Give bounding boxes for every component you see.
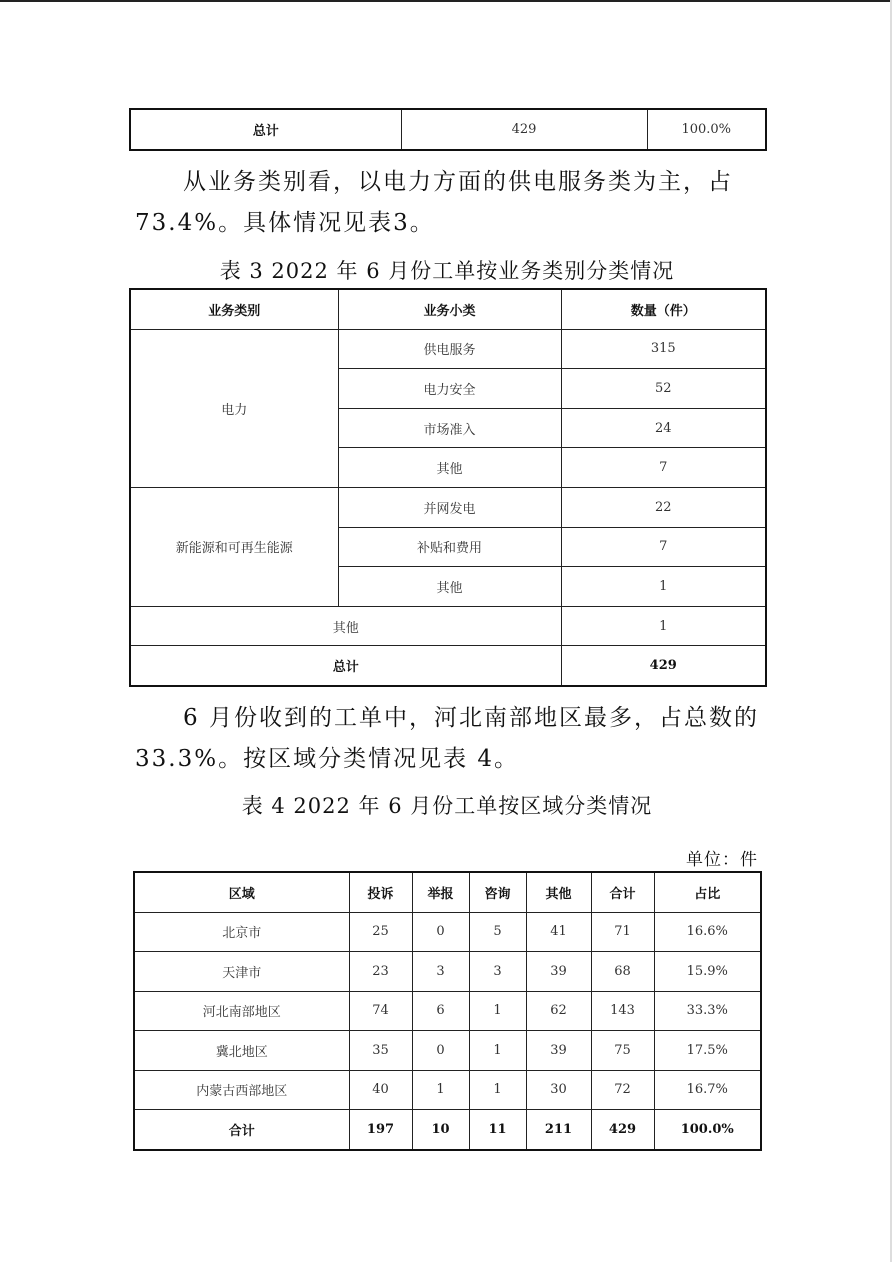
- unit-label: 单位：件: [686, 850, 758, 870]
- count-cell: 1: [561, 567, 766, 607]
- count-cell: 7: [561, 448, 766, 488]
- table-row: [134, 1031, 761, 1071]
- ratio-cell: 33.3%: [654, 991, 761, 1031]
- count-cell: 315: [561, 329, 766, 369]
- total-label: 合计: [134, 1110, 349, 1150]
- region-cell: 北京市: [134, 912, 349, 952]
- header-complaint: 投诉: [349, 872, 412, 912]
- header-count: 数量（件）: [561, 289, 766, 329]
- count-cell: 22: [561, 487, 766, 527]
- page-top-border: [0, 0, 892, 2]
- count-cell: 24: [561, 408, 766, 448]
- table3-caption: 表 3 2022 年 6 月份工单按业务类别分类情况: [219, 259, 675, 283]
- subcategory-cell: 其他: [338, 448, 561, 488]
- header-category: 业务类别: [130, 289, 338, 329]
- table-row: [130, 606, 766, 646]
- sum-cell: 71: [591, 912, 654, 952]
- ratio-cell: 16.7%: [654, 1070, 761, 1110]
- count-cell: 52: [561, 369, 766, 409]
- sum-cell: 143: [591, 991, 654, 1031]
- ratio-cell: 17.5%: [654, 1031, 761, 1071]
- region-cell: 天津市: [134, 952, 349, 992]
- complaint-cell: 35: [349, 1031, 412, 1071]
- report-cell: 10: [412, 1110, 469, 1150]
- subcategory-cell: 供电服务: [338, 329, 561, 369]
- complaint-cell: 40: [349, 1070, 412, 1110]
- subcategory-cell: 其他: [338, 567, 561, 607]
- report-cell: 0: [412, 912, 469, 952]
- table3-business-category: [129, 288, 767, 687]
- other-cell: 62: [526, 991, 591, 1031]
- header-subcategory: 业务小类: [338, 289, 561, 329]
- ratio-cell: 15.9%: [654, 952, 761, 992]
- region-cell: 冀北地区: [134, 1031, 349, 1071]
- other-cell: 39: [526, 1031, 591, 1071]
- category-cell: 电力: [130, 329, 338, 487]
- table-row: [134, 952, 761, 992]
- inquiry-cell: 5: [469, 912, 526, 952]
- header-report: 举报: [412, 872, 469, 912]
- other-cell: 41: [526, 912, 591, 952]
- table-row: [134, 912, 761, 952]
- ratio-cell: 100.0%: [654, 1110, 761, 1150]
- header-other: 其他: [526, 872, 591, 912]
- previous-table-total: [129, 108, 767, 151]
- subcategory-cell: 市场准入: [338, 408, 561, 448]
- table-row: [134, 1070, 761, 1110]
- total-percent: 100.0%: [647, 109, 766, 150]
- table-total-row: [130, 646, 766, 686]
- ratio-cell: 16.6%: [654, 912, 761, 952]
- paragraph-business-category: 从业务类别看，以电力方面的供电服务类为主，占73.4%。具体情况见表3。: [135, 169, 733, 236]
- header-inquiry: 咨询: [469, 872, 526, 912]
- other-cell: 39: [526, 952, 591, 992]
- inquiry-cell: 1: [469, 1031, 526, 1071]
- table4-region: [133, 871, 762, 1151]
- inquiry-cell: 1: [469, 1070, 526, 1110]
- inquiry-cell: 3: [469, 952, 526, 992]
- subcategory-cell: 并网发电: [338, 487, 561, 527]
- table4-caption: 表 4 2022 年 6 月份工单按区域分类情况: [241, 794, 653, 818]
- report-cell: 3: [412, 952, 469, 992]
- complaint-cell: 197: [349, 1110, 412, 1150]
- region-cell: 内蒙古西部地区: [134, 1070, 349, 1110]
- category-cell: 新能源和可再生能源: [130, 487, 338, 606]
- table-row: [130, 487, 766, 527]
- sum-cell: 75: [591, 1031, 654, 1071]
- sum-cell: 72: [591, 1070, 654, 1110]
- other-cell: 30: [526, 1070, 591, 1110]
- table-row: [130, 329, 766, 369]
- region-cell: 河北南部地区: [134, 991, 349, 1031]
- total-label: 总计: [130, 646, 561, 686]
- header-region: 区域: [134, 872, 349, 912]
- sum-cell: 68: [591, 952, 654, 992]
- complaint-cell: 23: [349, 952, 412, 992]
- count-cell: 1: [561, 606, 766, 646]
- complaint-cell: 74: [349, 991, 412, 1031]
- table-header-row: [134, 872, 761, 912]
- total-count: 429: [401, 109, 647, 150]
- complaint-cell: 25: [349, 912, 412, 952]
- inquiry-cell: 1: [469, 991, 526, 1031]
- other-cell: 211: [526, 1110, 591, 1150]
- sum-cell: 429: [591, 1110, 654, 1150]
- subcategory-cell: 电力安全: [338, 369, 561, 409]
- paragraph-region: 6 月份收到的工单中，河北南部地区最多，占总数的33.3%。按区域分类情况见表 4。: [135, 705, 759, 772]
- report-cell: 6: [412, 991, 469, 1031]
- other-label: 其他: [130, 606, 561, 646]
- header-ratio: 占比: [654, 872, 761, 912]
- total-label: 总计: [130, 109, 401, 150]
- table-header-row: [130, 289, 766, 329]
- total-count: 429: [561, 646, 766, 686]
- subcategory-cell: 补贴和费用: [338, 527, 561, 567]
- report-cell: 0: [412, 1031, 469, 1071]
- report-cell: 1: [412, 1070, 469, 1110]
- inquiry-cell: 11: [469, 1110, 526, 1150]
- table-row: [134, 991, 761, 1031]
- table-row: [130, 109, 766, 150]
- count-cell: 7: [561, 527, 766, 567]
- header-sum: 合计: [591, 872, 654, 912]
- table-total-row: [134, 1110, 761, 1150]
